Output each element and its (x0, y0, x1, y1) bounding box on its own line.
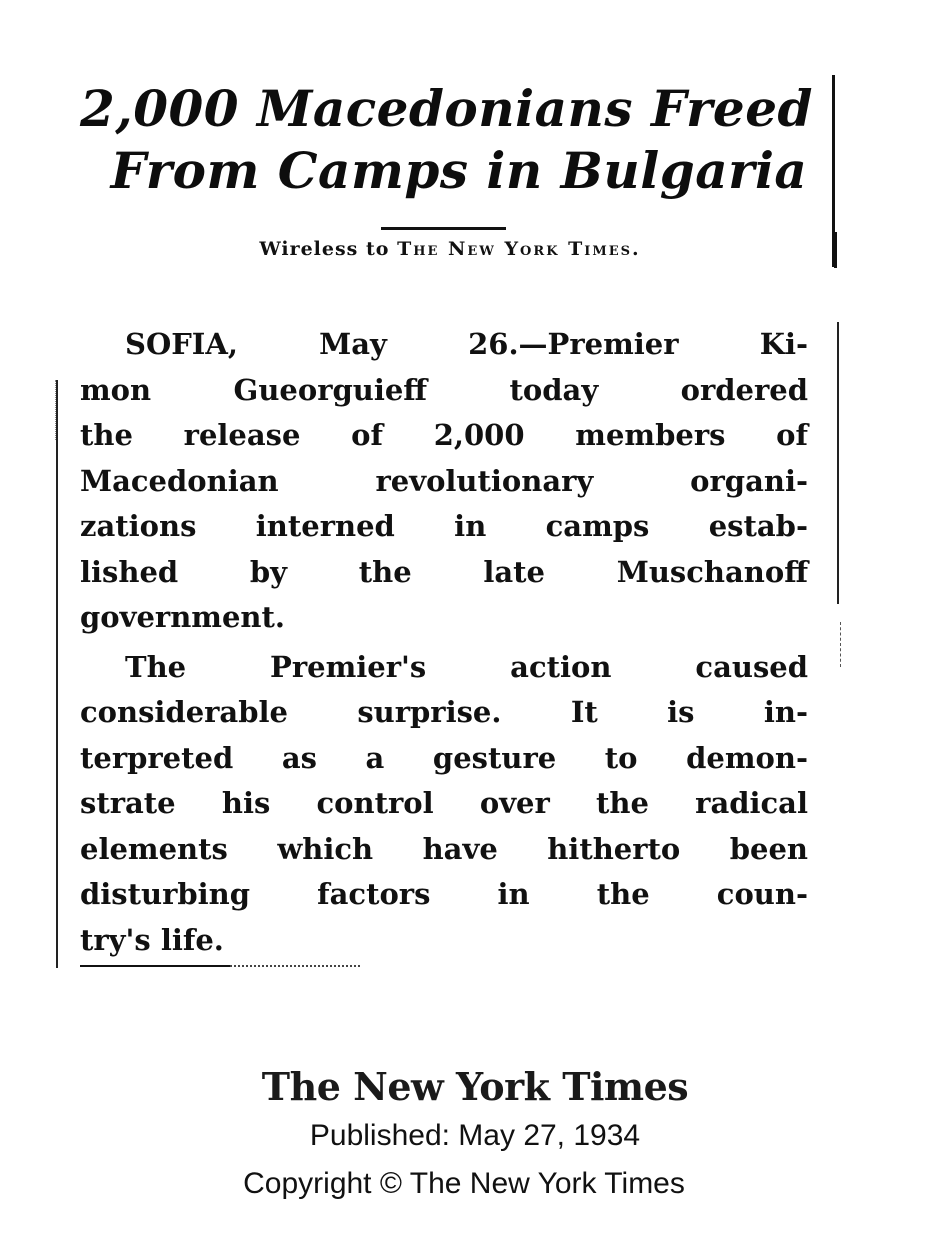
column-rule-right (837, 322, 839, 604)
body-line: considerable surprise. It is in- (80, 695, 808, 729)
headline-line-2: From Camps in Bulgaria (110, 141, 808, 200)
column-rule-left (56, 380, 58, 968)
body-line: SOFIA, May 26.—Premier Ki- (125, 327, 808, 361)
body-line: elements which have hitherto been (80, 831, 808, 866)
headline (80, 78, 813, 202)
wire-credit-publication: The New York Times. (397, 238, 641, 260)
copyright-notice: Copyright © The New York Times (243, 1167, 685, 1200)
article-body (80, 322, 808, 963)
nyt-logo: The New York Times (261, 1064, 689, 1109)
column-rule-left-faded (55, 380, 56, 440)
body-line: disturbing factors in the coun- (80, 877, 808, 911)
body-line: the release of 2,000 members of (80, 418, 808, 452)
column-rule-top-lower (834, 232, 837, 268)
body-line: mon Gueorguieff today ordered (80, 372, 808, 407)
body-line: lished by the late Muschanoff (80, 554, 808, 589)
headline-line-1: 2,000 Macedonians Freed (80, 79, 813, 138)
attribution-footer (0, 1062, 928, 1204)
body-line: government. (80, 600, 285, 634)
bottom-rule (80, 965, 230, 967)
body-line: terpreted as a gesture to demon- (80, 740, 808, 775)
body-line: Macedonian revolutionary organi- (80, 463, 808, 498)
body-line: strate his control over the radical (80, 786, 808, 820)
wire-credit-prefix: Wireless to (259, 238, 398, 260)
body-line: try's life. (80, 922, 224, 957)
column-rule-right-faded (840, 622, 841, 667)
body-line: The Premier's action caused (125, 649, 808, 684)
bottom-rule-faded (230, 965, 360, 967)
body-line: zations interned in camps estab- (80, 509, 808, 543)
wire-credit (140, 238, 760, 260)
headline-divider-rule (381, 227, 506, 230)
published-date: Published: May 27, 1934 (309, 1119, 641, 1152)
